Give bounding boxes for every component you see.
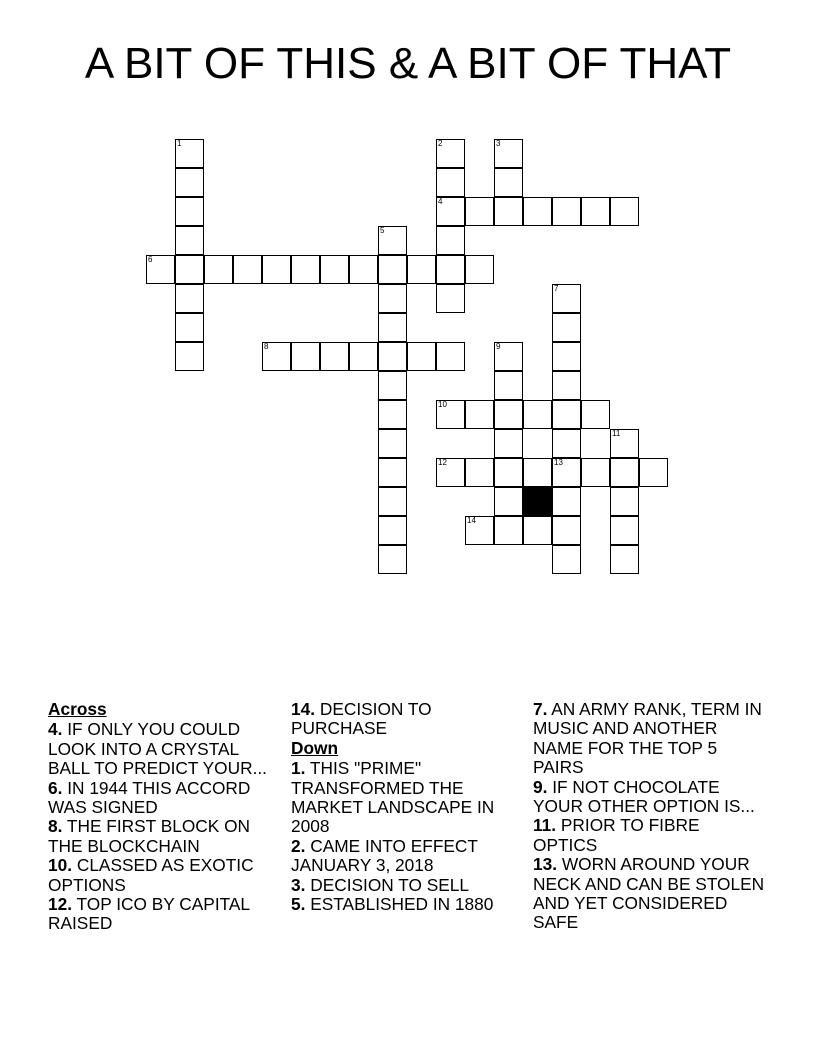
grid-cell[interactable] xyxy=(523,400,552,429)
clue-text: TOP ICO BY CAPITAL RAISED xyxy=(48,894,250,934)
cell-number: 14 xyxy=(467,516,476,525)
clue-text: IF ONLY YOU COULD LOOK INTO A CRYSTAL BALL TO PREDICT YOUR... xyxy=(48,719,267,779)
grid-cell[interactable] xyxy=(436,255,465,284)
grid-cell[interactable] xyxy=(175,255,204,284)
grid-cell[interactable] xyxy=(494,168,523,197)
clue-down-7 xyxy=(533,700,768,778)
clue-across-4 xyxy=(48,720,283,778)
grid-cell[interactable] xyxy=(465,400,494,429)
clue-number: 13. xyxy=(533,854,558,875)
grid-cell[interactable] xyxy=(262,342,291,371)
grid-cell[interactable] xyxy=(378,371,407,400)
grid-cell[interactable] xyxy=(378,255,407,284)
grid-cell[interactable] xyxy=(436,284,465,313)
clue-number: 6. xyxy=(48,777,63,798)
grid-cell[interactable] xyxy=(378,458,407,487)
grid-cell[interactable] xyxy=(610,197,639,226)
grid-cell[interactable] xyxy=(262,255,291,284)
grid-cell[interactable] xyxy=(436,226,465,255)
clue-number: 4. xyxy=(48,719,63,740)
grid-cell[interactable] xyxy=(581,458,610,487)
grid-cell[interactable] xyxy=(523,516,552,545)
grid-cell[interactable] xyxy=(175,139,204,168)
grid-cell[interactable] xyxy=(465,458,494,487)
cell-number: 3 xyxy=(496,139,501,148)
clue-text: AN ARMY RANK, TERM IN MUSIC AND ANOTHER NAME FOR THE TOP 5 PAIRS xyxy=(533,699,762,778)
cell-number: 1 xyxy=(177,139,182,148)
clue-column-1 xyxy=(48,700,283,934)
grid-cell[interactable] xyxy=(465,255,494,284)
clue-down-11 xyxy=(533,816,768,855)
cell-number: 12 xyxy=(438,458,447,467)
grid-cell[interactable] xyxy=(494,429,523,458)
cell-number: 6 xyxy=(148,255,153,264)
grid-cell[interactable] xyxy=(494,516,523,545)
clue-number: 9. xyxy=(533,776,548,797)
grid-cell[interactable] xyxy=(175,226,204,255)
grid-cell[interactable] xyxy=(436,458,465,487)
grid-cell[interactable] xyxy=(552,458,581,487)
grid-cell[interactable] xyxy=(552,313,581,342)
clue-number: 2. xyxy=(291,835,306,856)
grid-cell[interactable] xyxy=(378,487,407,516)
clue-number: 11. xyxy=(533,815,557,836)
grid-cell[interactable] xyxy=(378,516,407,545)
grid-cell[interactable] xyxy=(349,255,378,284)
grid-cell[interactable] xyxy=(523,458,552,487)
grid-cell[interactable] xyxy=(378,429,407,458)
clue-text: WORN AROUND YOUR NECK AND CAN BE STOLEN AND YET CONSIDERED SAFE xyxy=(533,854,765,933)
across-heading: Across xyxy=(48,699,107,719)
clue-across-12 xyxy=(48,895,283,934)
grid-cell[interactable] xyxy=(320,255,349,284)
clue-across-10 xyxy=(48,856,283,895)
clue-text: CLASSED AS EXOTIC OPTIONS xyxy=(48,855,254,895)
grid-cell[interactable] xyxy=(581,197,610,226)
down-heading: Down xyxy=(291,737,339,758)
grid-cell[interactable] xyxy=(378,400,407,429)
grid-cell[interactable] xyxy=(175,342,204,371)
cell-number: 13 xyxy=(554,458,563,467)
cell-number: 5 xyxy=(380,226,385,235)
clue-across-14 xyxy=(291,700,526,739)
grid-cell[interactable] xyxy=(407,255,436,284)
clue-column-2 xyxy=(291,700,526,914)
grid-cell[interactable] xyxy=(494,139,523,168)
grid-cell[interactable] xyxy=(494,197,523,226)
grid-cell[interactable] xyxy=(320,342,349,371)
clue-text: IF NOT CHOCOLATE YOUR OTHER OPTION IS... xyxy=(533,776,755,817)
grid-cell[interactable] xyxy=(610,429,639,458)
clue-text: THE FIRST BLOCK ON THE BLOCKCHAIN xyxy=(48,816,251,856)
grid-cell[interactable] xyxy=(610,458,639,487)
clue-number: 12. xyxy=(48,894,73,915)
grid-cell[interactable] xyxy=(523,197,552,226)
grid-cell[interactable] xyxy=(436,342,465,371)
grid-cell[interactable] xyxy=(436,197,465,226)
clue-number: 1. xyxy=(291,758,306,779)
grid-cell[interactable] xyxy=(233,255,262,284)
grid-cell[interactable] xyxy=(436,400,465,429)
cell-number: 4 xyxy=(438,197,443,206)
grid-cell[interactable] xyxy=(291,342,320,371)
cell-number: 10 xyxy=(438,400,447,409)
clue-text: PRIOR TO FIBRE OPTICS xyxy=(533,815,700,855)
grid-cell[interactable] xyxy=(378,545,407,574)
black-square xyxy=(523,487,552,516)
cell-number: 2 xyxy=(438,139,443,148)
clue-column-3 xyxy=(533,700,768,933)
grid-cell[interactable] xyxy=(610,487,639,516)
grid-cell[interactable] xyxy=(494,400,523,429)
grid-cell[interactable] xyxy=(552,429,581,458)
clue-down-2 xyxy=(291,837,526,876)
clue-down-5 xyxy=(291,895,526,914)
grid-cell[interactable] xyxy=(175,313,204,342)
grid-cell[interactable] xyxy=(494,342,523,371)
grid-cell[interactable] xyxy=(175,284,204,313)
grid-cell[interactable] xyxy=(494,458,523,487)
clue-number: 10. xyxy=(48,855,73,876)
grid-cell[interactable] xyxy=(552,284,581,313)
clue-across-6 xyxy=(48,779,283,818)
clue-number: 5. xyxy=(291,894,306,915)
grid-cell[interactable] xyxy=(465,516,494,545)
grid-cell[interactable] xyxy=(378,226,407,255)
grid-cell[interactable] xyxy=(175,168,204,197)
grid-cell[interactable] xyxy=(552,545,581,574)
grid-cell[interactable] xyxy=(204,255,233,284)
page-title: A BIT OF THIS & A BIT OF THAT xyxy=(84,39,732,88)
clue-number: 7. xyxy=(533,699,548,719)
clue-text: DECISION TO SELL xyxy=(310,874,470,895)
clue-down-13 xyxy=(533,855,768,933)
clue-across-8 xyxy=(48,817,283,856)
grid-cell[interactable] xyxy=(146,255,175,284)
clue-text: ESTABLISHED IN 1880 xyxy=(310,894,494,915)
cell-number: 9 xyxy=(496,342,501,351)
grid-cell[interactable] xyxy=(378,342,407,371)
grid-cell[interactable] xyxy=(581,400,610,429)
grid-cell[interactable] xyxy=(610,545,639,574)
grid-cell[interactable] xyxy=(465,197,494,226)
clue-down-3 xyxy=(291,876,526,895)
grid-cell[interactable] xyxy=(552,197,581,226)
clue-text: THIS "PRIME" TRANSFORMED THE MARKET LANDSCAPE IN 2008 xyxy=(291,758,495,837)
grid-cell[interactable] xyxy=(291,255,320,284)
cell-number: 11 xyxy=(612,429,621,438)
clue-down-1 xyxy=(291,759,526,837)
grid-cell[interactable] xyxy=(407,342,436,371)
grid-cell[interactable] xyxy=(378,284,407,313)
clue-number: 8. xyxy=(48,816,63,837)
clue-text: DECISION TO PURCHASE xyxy=(291,699,432,739)
grid-cell[interactable] xyxy=(552,400,581,429)
clue-down-9 xyxy=(533,778,768,817)
grid-cell[interactable] xyxy=(552,516,581,545)
grid-cell[interactable] xyxy=(552,342,581,371)
grid-cell[interactable] xyxy=(349,342,378,371)
clue-number: 14. xyxy=(291,699,316,719)
grid-cell[interactable] xyxy=(494,371,523,400)
grid-cell[interactable] xyxy=(378,313,407,342)
clue-text: IN 1944 THIS ACCORD WAS SIGNED xyxy=(48,777,251,818)
grid-cell[interactable] xyxy=(436,168,465,197)
cell-number: 7 xyxy=(554,284,559,293)
grid-cell[interactable] xyxy=(610,516,639,545)
grid-cell[interactable] xyxy=(494,487,523,516)
clue-number: 3. xyxy=(291,874,306,895)
grid-cell[interactable] xyxy=(552,487,581,516)
grid-cell[interactable] xyxy=(552,371,581,400)
grid-cell[interactable] xyxy=(639,458,668,487)
cell-number: 8 xyxy=(264,342,269,351)
grid-cell[interactable] xyxy=(436,139,465,168)
grid-cell[interactable] xyxy=(175,197,204,226)
clue-text: CAME INTO EFFECT JANUARY 3, 2018 xyxy=(291,835,478,876)
